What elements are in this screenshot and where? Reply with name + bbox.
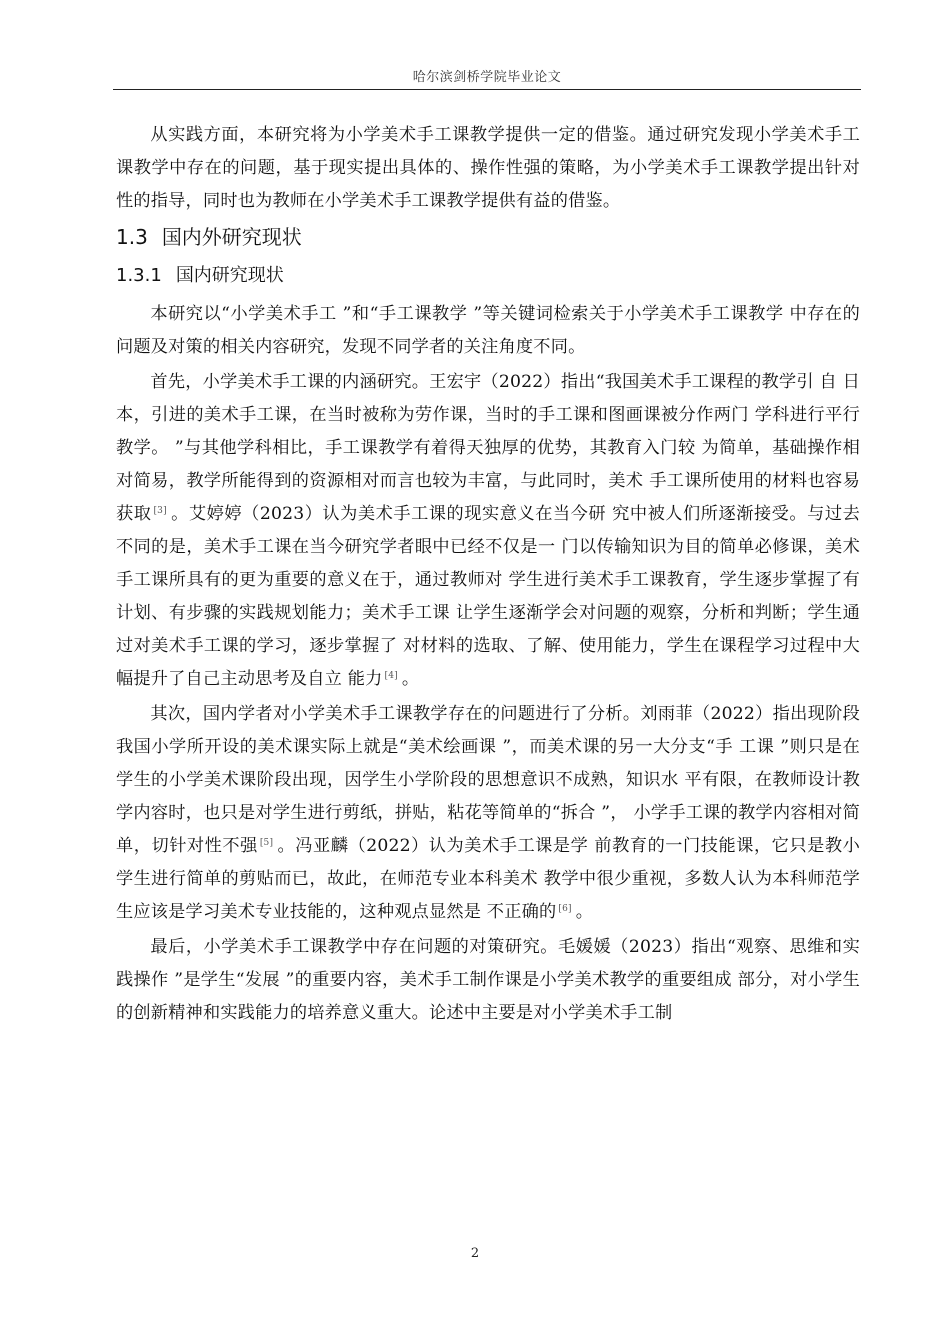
paragraph-text: 。	[575, 902, 594, 922]
citation-ref: [3]	[153, 506, 167, 516]
subsection-title: 国内研究现状	[175, 265, 284, 286]
section-heading	[116, 222, 860, 252]
paragraph-countermeasures: 最后，小学美术手工课教学中存在问题的对策研究。毛媛媛（2023）指出“观察、思维和实践操作 ”是学生“发展 ”的重要内容，美术手工制作课是小学美术教学的重要组成 部分，对小学生的创新精神和实践能力的培养意义重大。论述中主要是对小学美术手工制	[116, 937, 860, 1023]
paragraph-text: 其次，国内学者对小学美术手工课教学存在的问题进行了分析。刘雨菲（2022）指出现阶段我国小学所开设的美术课实际上就是“美术绘画课 ”，而美术课的另一大分支“手 工课 ”则只是在学生的小学美术课阶段出现，因学生小学阶段的思想意识不成熟，知识水 平有限，在教师设计教学内容时，也只是对学生进行剪纸，拼贴，粘花等简单的“拆合 ”， 小学手工课的教学内容相对简单，切针对性不强	[116, 704, 860, 856]
paragraph-text: 首先，小学美术手工课的内涵研究。王宏宇（2022）指出“我国美术手工课程的教学引 自 日本，引进的美术手工课，在当时被称为劳作课，当时的手工课和图画课被分作两门 学科进行平行教学。 ”与其他学科相比，手工课教学有着得天独厚的优势，其教育入门较 为简单，基础操作相对简易，教学所能得到的资源相对而言也较为丰富，与此同时，美术 手工课所使用的材料也容易获取	[116, 372, 860, 524]
paragraph-text: 。冯亚麟（2022）认为美术手工课是学 前教育的一门技能课，它只是教小学生进行简单的剪贴而已，故此，在师范专业本科美术 教学中很少重视，多数人认为本科师范学生应该是学习美术专业技能的，这种观点显然是 不正确的	[116, 836, 860, 922]
page-body	[116, 119, 860, 1030]
subsection-heading	[116, 262, 860, 290]
citation-ref: [4]	[384, 671, 398, 681]
paragraph-connotation	[116, 366, 860, 696]
subsection-number: 1.3.1	[116, 265, 162, 286]
section-title: 国内外研究现状	[161, 225, 302, 249]
paragraph-keywords: 本研究以“小学美术手工 ”和“手工课教学 ”等关键词检索关于小学美术手工课教学 中存在的问题及对策的相关内容研究，发现不同学者的关注角度不同。	[116, 304, 860, 357]
header-rule	[113, 89, 861, 90]
citation-ref: [5]	[259, 838, 274, 848]
citation-ref: [6]	[558, 904, 572, 914]
page-header: 哈尔滨剑桥学院毕业论文	[412, 70, 562, 85]
paragraph-problems	[116, 698, 860, 929]
paragraph-text: 。艾婷婷（2023）认为美术手工课的现实意义在当今研 究中被人们所逐渐接受。与过去不同的是，美术手工课在当今研究学者眼中已经不仅是一 门以传输知识为目的简单必修课，美术手工课所具有的更为重要的意义在于，通过教师对 学生进行美术手工课教育，学生逐步掌握了有计划、有步骤的实践规划能力；美术手工课 让学生逐渐学会对问题的观察，分析和判断；学生通过对美术手工课的学习，逐步掌握了 对材料的选取、了解、使用能力，学生在课程学习过程中大幅提升了自己主动思考及自立 能力	[116, 504, 860, 689]
intro-paragraph: 从实践方面，本研究将为小学美术手工课教学提供一定的借鉴。通过研究发现小学美术手工课教学中存在的问题，基于现实提出具体的、操作性强的策略，为小学美术手工课教学提出针对性的指导，同时也为教师在小学美术手工课教学提供有益的借鉴。	[116, 125, 860, 211]
paragraph-text: 。	[401, 669, 420, 689]
page-number: 2	[470, 1246, 480, 1261]
section-number: 1.3	[116, 225, 148, 249]
